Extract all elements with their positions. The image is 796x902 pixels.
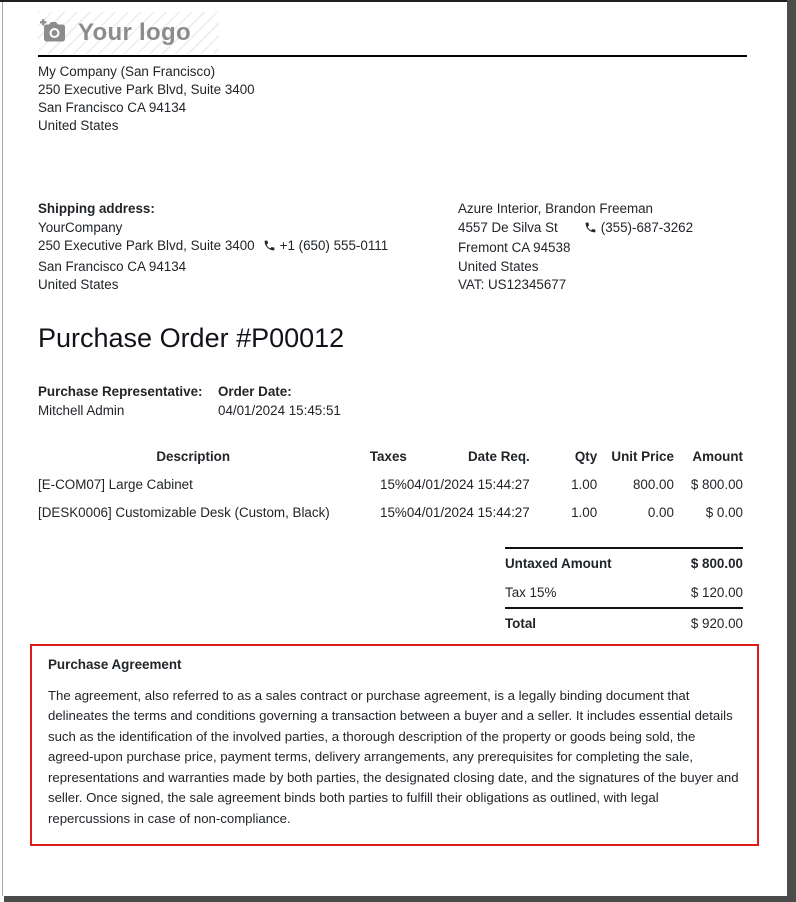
vendor-phone: (355)-687-3262 — [600, 219, 694, 235]
vendor-street: 4557 De Silva St — [458, 219, 558, 235]
tax-row — [505, 578, 743, 608]
shipping-country: United States — [38, 277, 119, 292]
vendor-address-block — [458, 200, 747, 295]
company-name: My Company (San Francisco) — [38, 64, 216, 79]
col-header-unit-price: Unit Price — [611, 448, 674, 464]
purchase-representative-label: Purchase Representative: — [38, 383, 203, 399]
total-label: Total — [505, 608, 665, 638]
cell-taxes: 15% — [380, 477, 407, 492]
col-header-qty: Qty — [574, 448, 598, 464]
cell-amount: $ 0.00 — [705, 505, 743, 520]
company-street: 250 Executive Park Blvd, Suite 3400 — [38, 82, 255, 97]
phone-icon — [263, 239, 276, 258]
cell-taxes: 15% — [380, 505, 407, 520]
table-header-row — [38, 449, 747, 471]
addresses-section — [38, 200, 747, 295]
order-date-value: 04/01/2024 15:45:51 — [218, 403, 341, 418]
order-date-label: Order Date: — [218, 383, 292, 399]
col-header-taxes: Taxes — [369, 448, 407, 464]
tax-label: Tax 15% — [505, 584, 557, 600]
order-date — [218, 382, 341, 421]
purchase-agreement-box — [30, 644, 759, 847]
page-edge-left — [2, 2, 3, 896]
vendor-name: Azure Interior, Brandon Freeman — [458, 201, 654, 216]
shipping-address-block — [38, 200, 458, 295]
phone-icon — [584, 221, 597, 240]
cell-description: [E-COM07] Large Cabinet — [38, 477, 193, 492]
shipping-street: 250 Executive Park Blvd, Suite 3400 — [38, 238, 255, 253]
page-edge-bottom — [4, 896, 796, 902]
cell-unit-price: 0.00 — [647, 505, 674, 520]
col-header-description: Description — [156, 448, 231, 464]
purchase-agreement-title: Purchase Agreement — [48, 656, 182, 672]
order-info-section — [38, 382, 747, 421]
cell-qty: 1.00 — [571, 477, 598, 492]
shipping-name: YourCompany — [38, 219, 123, 235]
page-edge-right — [787, 0, 796, 902]
vendor-vat: VAT: US12345677 — [458, 277, 567, 292]
col-header-date-req: Date Req. — [467, 448, 530, 464]
vendor-country: United States — [458, 258, 539, 274]
vendor-city: Fremont CA 94538 — [458, 240, 571, 255]
cell-qty: 1.00 — [571, 505, 598, 520]
untaxed-amount-label: Untaxed Amount — [505, 548, 665, 578]
totals-table — [505, 547, 743, 638]
cell-date-req: 04/01/2024 15:44:27 — [406, 477, 530, 492]
vendor-street-phone — [458, 219, 747, 240]
company-logo-placeholder — [38, 12, 219, 54]
cell-amount: $ 800.00 — [690, 477, 743, 492]
table-row — [38, 499, 747, 527]
header-divider — [38, 55, 747, 57]
cell-unit-price: 800.00 — [632, 477, 674, 492]
purchase-representative — [38, 382, 218, 421]
company-country: United States — [38, 118, 119, 133]
cell-date-req: 04/01/2024 15:44:27 — [406, 505, 530, 520]
cell-description: [DESK0006] Customizable Desk (Custom, Black) — [38, 505, 330, 520]
untaxed-amount-value: $ 800.00 — [665, 548, 743, 578]
logo-text: Your logo — [78, 19, 191, 46]
company-address-block — [38, 63, 747, 135]
total-value: $ 920.00 — [665, 608, 743, 638]
purchase-representative-value: Mitchell Admin — [38, 403, 125, 418]
shipping-phone: +1 (650) 555-0111 — [279, 238, 389, 253]
shipping-city: San Francisco CA 94134 — [38, 258, 187, 274]
shipping-street-phone — [38, 237, 458, 258]
total-row — [505, 608, 743, 638]
shipping-address-label: Shipping address: — [38, 201, 155, 216]
page-edge-top — [0, 0, 796, 2]
tax-value: $ 120.00 — [690, 584, 743, 600]
col-header-amount: Amount — [692, 448, 743, 464]
purchase-agreement-body: The agreement, also referred to as a sales contract or purchase agreement, is a legally binding document that delineates the terms and conditions governing a transaction between a buyer and a seller. It includes essential details such as the identification of the involved parties, a thorough description of the property or goods being sold, the agreed-upon purchase price, payment terms, delivery arrangements, any prerequisites for completing the sale, representations and warranties made by both parties, the designated closing date, and the signatures of the buyer and seller. Once signed, the sale agreement binds both parties to fulfill their obligations as outlined, with legal repercussions in case of non-compliance. — [48, 687, 739, 826]
order-lines-table — [38, 449, 747, 527]
company-city: San Francisco CA 94134 — [38, 100, 187, 115]
page-title: Purchase Order #P00012 — [38, 322, 345, 353]
table-row — [38, 471, 747, 499]
untaxed-amount-row — [505, 548, 743, 578]
camera-plus-icon — [40, 19, 67, 47]
